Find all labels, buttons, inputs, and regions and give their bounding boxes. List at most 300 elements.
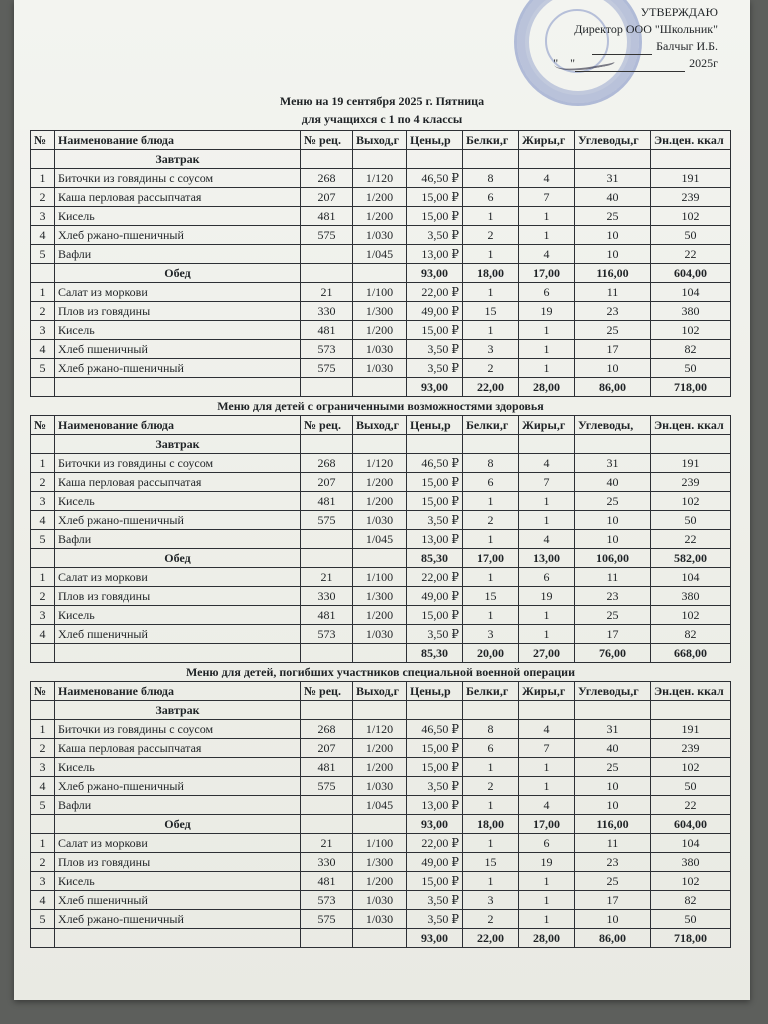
table-cell: 7	[519, 188, 575, 207]
table-cell	[31, 378, 55, 397]
table-cell: 15,00 ₽	[407, 207, 463, 226]
table-cell: 1/200	[353, 188, 407, 207]
table-cell: 3,50 ₽	[407, 891, 463, 910]
total-cell: 17,00	[519, 815, 575, 834]
column-header: Цены,р	[407, 416, 463, 435]
total-cell: 718,00	[651, 929, 731, 948]
table-row	[31, 340, 731, 359]
column-header: Выход,г	[353, 416, 407, 435]
table-row	[31, 625, 731, 644]
table-row	[31, 568, 731, 587]
column-header: Жиры,г	[519, 131, 575, 150]
approval-name: Балчыг И.Б.	[656, 39, 718, 53]
total-cell: 86,00	[575, 378, 651, 397]
table-cell: 6	[463, 188, 519, 207]
table-cell: 82	[651, 891, 731, 910]
table-cell: 21	[301, 568, 353, 587]
table-cell: 15	[463, 302, 519, 321]
table-cell: 239	[651, 473, 731, 492]
table-cell: 4	[519, 169, 575, 188]
table-cell	[575, 435, 651, 454]
table-cell: 13,00 ₽	[407, 796, 463, 815]
table-cell: 5	[31, 359, 55, 378]
total-cell: 85,30	[407, 549, 463, 568]
table-cell: 46,50 ₽	[407, 720, 463, 739]
column-header: Наименование блюда	[55, 682, 301, 701]
table-cell: 3,50 ₽	[407, 777, 463, 796]
table-cell: 25	[575, 606, 651, 625]
table-cell	[55, 644, 301, 663]
table-cell: 1	[463, 245, 519, 264]
total-row	[31, 644, 731, 663]
table-cell: 1/030	[353, 891, 407, 910]
meal-label: Обед	[55, 549, 301, 568]
table-cell	[301, 530, 353, 549]
table-cell: 15,00 ₽	[407, 321, 463, 340]
table-cell: 1	[519, 321, 575, 340]
table-cell: Кисель	[55, 872, 301, 891]
table-cell	[353, 701, 407, 720]
table-cell: 104	[651, 568, 731, 587]
table-cell: 575	[301, 359, 353, 378]
table-cell: 380	[651, 302, 731, 321]
table-cell: Салат из моркови	[55, 283, 301, 302]
table-cell	[575, 150, 651, 169]
table-cell: 19	[519, 587, 575, 606]
table-cell: 481	[301, 758, 353, 777]
table-cell: 330	[301, 853, 353, 872]
table-cell: 207	[301, 739, 353, 758]
table-cell	[353, 435, 407, 454]
table-cell: 239	[651, 188, 731, 207]
table-header-row	[31, 682, 731, 701]
table-cell: Кисель	[55, 758, 301, 777]
table-cell: 207	[301, 188, 353, 207]
table-cell: 40	[575, 188, 651, 207]
table-cell	[31, 644, 55, 663]
table-cell: 50	[651, 910, 731, 929]
column-header: Выход,г	[353, 682, 407, 701]
table-cell: 1/030	[353, 625, 407, 644]
table-cell	[301, 435, 353, 454]
table-cell	[353, 150, 407, 169]
table-cell: 573	[301, 340, 353, 359]
total-row	[31, 929, 731, 948]
table-cell: 4	[31, 511, 55, 530]
meal-label: Завтрак	[55, 701, 301, 720]
table-cell: 3	[31, 321, 55, 340]
table-cell: 10	[575, 245, 651, 264]
table-cell	[31, 264, 55, 283]
table-cell: Кисель	[55, 492, 301, 511]
table-cell: 1/030	[353, 511, 407, 530]
table-cell: 25	[575, 321, 651, 340]
table-cell	[31, 435, 55, 454]
table-cell: 1/120	[353, 454, 407, 473]
table-cell: 22	[651, 796, 731, 815]
table-cell: 1	[519, 777, 575, 796]
table-cell: 1	[519, 758, 575, 777]
table-cell: 239	[651, 739, 731, 758]
total-cell: 116,00	[575, 264, 651, 283]
table-cell: 2	[463, 359, 519, 378]
table-cell: 481	[301, 872, 353, 891]
table-cell: 1	[31, 169, 55, 188]
table-cell: 10	[575, 910, 651, 929]
total-cell: 718,00	[651, 378, 731, 397]
table-cell: 3	[31, 207, 55, 226]
table-cell: Каша перловая рассыпчатая	[55, 188, 301, 207]
table-cell: 2	[31, 739, 55, 758]
table-cell: 3,50 ₽	[407, 340, 463, 359]
table-row	[31, 796, 731, 815]
table-cell	[353, 929, 407, 948]
table-cell: 22	[651, 530, 731, 549]
meal-label-row	[31, 150, 731, 169]
table-cell: 49,00 ₽	[407, 587, 463, 606]
table-cell: 3	[31, 872, 55, 891]
table-cell: 1	[463, 207, 519, 226]
table-cell: 3	[463, 625, 519, 644]
table-cell: 17	[575, 625, 651, 644]
table-cell	[353, 549, 407, 568]
table-cell: 4	[31, 777, 55, 796]
document-page	[14, 0, 750, 1000]
table-cell: 1/030	[353, 359, 407, 378]
table-row	[31, 606, 731, 625]
total-cell: 85,30	[407, 644, 463, 663]
table-cell	[301, 644, 353, 663]
table-row	[31, 473, 731, 492]
table-cell	[31, 549, 55, 568]
table-cell	[463, 150, 519, 169]
table-cell: Хлеб ржано-пшеничный	[55, 359, 301, 378]
table-cell	[407, 701, 463, 720]
table-cell: 1/300	[353, 302, 407, 321]
table-cell: Каша перловая рассыпчатая	[55, 473, 301, 492]
table-cell: 31	[575, 169, 651, 188]
table-cell: 1/200	[353, 739, 407, 758]
table-cell: 23	[575, 587, 651, 606]
total-cell: 106,00	[575, 549, 651, 568]
table-cell: 330	[301, 587, 353, 606]
table-cell: 207	[301, 473, 353, 492]
column-header: № рец.	[301, 682, 353, 701]
table-cell: Салат из моркови	[55, 834, 301, 853]
table-cell: 3,50 ₽	[407, 511, 463, 530]
table-cell: 2	[463, 777, 519, 796]
table-cell	[301, 264, 353, 283]
table-cell: Вафли	[55, 245, 301, 264]
table-cell: 191	[651, 454, 731, 473]
table-cell: 1/120	[353, 169, 407, 188]
table-cell: 21	[301, 283, 353, 302]
table-cell	[301, 150, 353, 169]
table-cell	[301, 245, 353, 264]
column-header: № рец.	[301, 416, 353, 435]
table-row	[31, 910, 731, 929]
table-cell: 1	[463, 606, 519, 625]
table-cell: 15	[463, 853, 519, 872]
table-cell: Каша перловая рассыпчатая	[55, 739, 301, 758]
table-cell: Хлеб ржано-пшеничный	[55, 511, 301, 530]
table-cell: 1	[31, 568, 55, 587]
table-cell: Хлеб пшеничный	[55, 625, 301, 644]
table-cell: 31	[575, 720, 651, 739]
table-cell: Биточки из говядины с соусом	[55, 454, 301, 473]
table-row	[31, 720, 731, 739]
table-cell: Хлеб ржано-пшеничный	[55, 226, 301, 245]
table-row	[31, 758, 731, 777]
table-cell: 15,00 ₽	[407, 872, 463, 891]
menu-table	[30, 130, 731, 948]
table-cell	[651, 150, 731, 169]
table-cell: 8	[463, 720, 519, 739]
table-cell: 4	[31, 891, 55, 910]
column-header: №	[31, 131, 55, 150]
table-cell: 21	[301, 834, 353, 853]
meal-label: Обед	[55, 815, 301, 834]
table-cell: 10	[575, 511, 651, 530]
table-cell: Хлеб пшеничный	[55, 891, 301, 910]
table-cell: 40	[575, 473, 651, 492]
column-header: №	[31, 682, 55, 701]
table-cell: 102	[651, 492, 731, 511]
table-cell: 17	[575, 891, 651, 910]
table-row	[31, 283, 731, 302]
table-cell: 15	[463, 587, 519, 606]
table-cell: 1	[519, 207, 575, 226]
table-row	[31, 492, 731, 511]
table-cell: 2	[31, 302, 55, 321]
table-row	[31, 169, 731, 188]
table-cell: 10	[575, 530, 651, 549]
table-cell: 104	[651, 834, 731, 853]
table-cell: 1/200	[353, 758, 407, 777]
table-cell: 1	[519, 492, 575, 511]
total-cell: 604,00	[651, 815, 731, 834]
table-cell: 4	[519, 720, 575, 739]
table-cell: 1/200	[353, 321, 407, 340]
table-cell: 268	[301, 720, 353, 739]
table-row	[31, 587, 731, 606]
total-cell: 668,00	[651, 644, 731, 663]
total-cell: 22,00	[463, 378, 519, 397]
column-header: № рец.	[301, 131, 353, 150]
table-cell: 102	[651, 872, 731, 891]
table-cell: 1	[463, 283, 519, 302]
table-cell: 268	[301, 454, 353, 473]
menu-title: Меню на 19 сентября 2025 г. Пятница	[279, 94, 485, 108]
column-header: Эн.цен. ккал	[651, 131, 731, 150]
total-cell: 27,00	[519, 644, 575, 663]
table-cell: 1	[31, 720, 55, 739]
table-cell: 1	[519, 910, 575, 929]
table-cell	[463, 435, 519, 454]
table-cell: 23	[575, 853, 651, 872]
total-cell: 86,00	[575, 929, 651, 948]
total-cell: 582,00	[651, 549, 731, 568]
total-cell: 13,00	[519, 549, 575, 568]
table-cell: 15,00 ₽	[407, 606, 463, 625]
table-cell: 6	[519, 568, 575, 587]
table-row	[31, 739, 731, 758]
table-cell: 380	[651, 853, 731, 872]
table-cell: 102	[651, 606, 731, 625]
table-cell: 46,50 ₽	[407, 454, 463, 473]
table-cell: 19	[519, 302, 575, 321]
table-cell: 1/045	[353, 796, 407, 815]
table-cell	[55, 929, 301, 948]
table-cell	[301, 701, 353, 720]
table-cell: 1	[519, 891, 575, 910]
table-cell	[301, 929, 353, 948]
column-header: Выход,г	[353, 131, 407, 150]
table-cell: 1	[463, 321, 519, 340]
table-cell: 22,00 ₽	[407, 283, 463, 302]
table-cell: Плов из говядины	[55, 587, 301, 606]
table-cell: Хлеб ржано-пшеничный	[55, 910, 301, 929]
table-cell	[55, 378, 301, 397]
table-cell: 1/200	[353, 207, 407, 226]
table-cell	[519, 435, 575, 454]
meal-label-row	[31, 264, 731, 283]
table-cell: 11	[575, 568, 651, 587]
table-cell: 1	[519, 359, 575, 378]
table-cell: 330	[301, 302, 353, 321]
table-cell: Вафли	[55, 796, 301, 815]
table-row	[31, 511, 731, 530]
table-row	[31, 834, 731, 853]
table-cell: 10	[575, 777, 651, 796]
total-cell: 93,00	[407, 264, 463, 283]
table-cell: 1/200	[353, 606, 407, 625]
table-cell: 6	[519, 834, 575, 853]
table-cell: 1/200	[353, 872, 407, 891]
table-cell: 19	[519, 853, 575, 872]
table-cell: 1/045	[353, 530, 407, 549]
table-row	[31, 454, 731, 473]
table-cell: 4	[519, 530, 575, 549]
table-cell: 4	[31, 226, 55, 245]
table-row	[31, 245, 731, 264]
table-cell: 1	[519, 511, 575, 530]
column-header: Белки,г	[463, 682, 519, 701]
total-cell: 116,00	[575, 815, 651, 834]
table-cell: 3,50 ₽	[407, 625, 463, 644]
table-cell	[353, 264, 407, 283]
table-cell: 3,50 ₽	[407, 910, 463, 929]
table-cell: 8	[463, 169, 519, 188]
table-cell: 1	[519, 872, 575, 891]
total-cell: 93,00	[407, 378, 463, 397]
table-cell: 50	[651, 777, 731, 796]
table-cell: 1	[463, 872, 519, 891]
table-cell: Биточки из говядины с соусом	[55, 720, 301, 739]
table-row	[31, 853, 731, 872]
table-cell: 104	[651, 283, 731, 302]
meal-label: Завтрак	[55, 150, 301, 169]
table-cell: 10	[575, 796, 651, 815]
total-cell: 76,00	[575, 644, 651, 663]
table-cell: 13,00 ₽	[407, 245, 463, 264]
table-cell: 191	[651, 720, 731, 739]
total-cell: 18,00	[463, 815, 519, 834]
table-cell: 1/300	[353, 587, 407, 606]
column-header: Углеводы,г	[575, 131, 651, 150]
total-cell: 22,00	[463, 929, 519, 948]
table-cell: 25	[575, 758, 651, 777]
table-row	[31, 891, 731, 910]
table-cell: 1	[463, 796, 519, 815]
meal-label: Завтрак	[55, 435, 301, 454]
table-row	[31, 188, 731, 207]
table-cell: 15,00 ₽	[407, 188, 463, 207]
section-title-row	[31, 397, 731, 416]
table-cell: 7	[519, 473, 575, 492]
table-cell: 191	[651, 169, 731, 188]
table-cell: 3	[463, 340, 519, 359]
column-header: Эн.цен. ккал	[651, 682, 731, 701]
table-cell: 1	[463, 834, 519, 853]
table-cell: 102	[651, 321, 731, 340]
table-cell: 3	[31, 606, 55, 625]
table-cell: 17	[575, 340, 651, 359]
table-cell: 575	[301, 777, 353, 796]
table-cell	[31, 929, 55, 948]
table-cell: 575	[301, 910, 353, 929]
table-cell: 1/100	[353, 568, 407, 587]
table-cell: 50	[651, 359, 731, 378]
table-cell: 1	[31, 454, 55, 473]
table-cell: 6	[519, 283, 575, 302]
column-header: Белки,г	[463, 131, 519, 150]
table-row	[31, 226, 731, 245]
table-cell: 11	[575, 834, 651, 853]
column-header: Наименование блюда	[55, 416, 301, 435]
table-cell: 481	[301, 606, 353, 625]
table-cell: 4	[519, 454, 575, 473]
approval-date: " " 2025г	[553, 56, 718, 70]
table-cell: 1/030	[353, 777, 407, 796]
table-cell	[519, 701, 575, 720]
table-row	[31, 321, 731, 340]
meal-label-row	[31, 701, 731, 720]
column-header: Белки,г	[463, 416, 519, 435]
section-title: Меню для детей с ограниченными возможностями здоровья	[31, 397, 731, 416]
table-row	[31, 302, 731, 321]
table-cell: 15,00 ₽	[407, 739, 463, 758]
table-cell: 3	[31, 492, 55, 511]
table-cell: 102	[651, 207, 731, 226]
table-cell	[651, 435, 731, 454]
table-cell: 1	[519, 625, 575, 644]
table-cell: 1/045	[353, 245, 407, 264]
meal-label-row	[31, 435, 731, 454]
table-cell: 10	[575, 359, 651, 378]
table-cell: 1/100	[353, 834, 407, 853]
table-header-row	[31, 131, 731, 150]
total-cell: 18,00	[463, 264, 519, 283]
table-cell: Биточки из говядины с соусом	[55, 169, 301, 188]
table-cell: 46,50 ₽	[407, 169, 463, 188]
table-cell	[301, 815, 353, 834]
table-row	[31, 359, 731, 378]
table-cell: 1/030	[353, 226, 407, 245]
table-cell: 22,00 ₽	[407, 834, 463, 853]
table-cell	[353, 644, 407, 663]
column-header: Наименование блюда	[55, 131, 301, 150]
